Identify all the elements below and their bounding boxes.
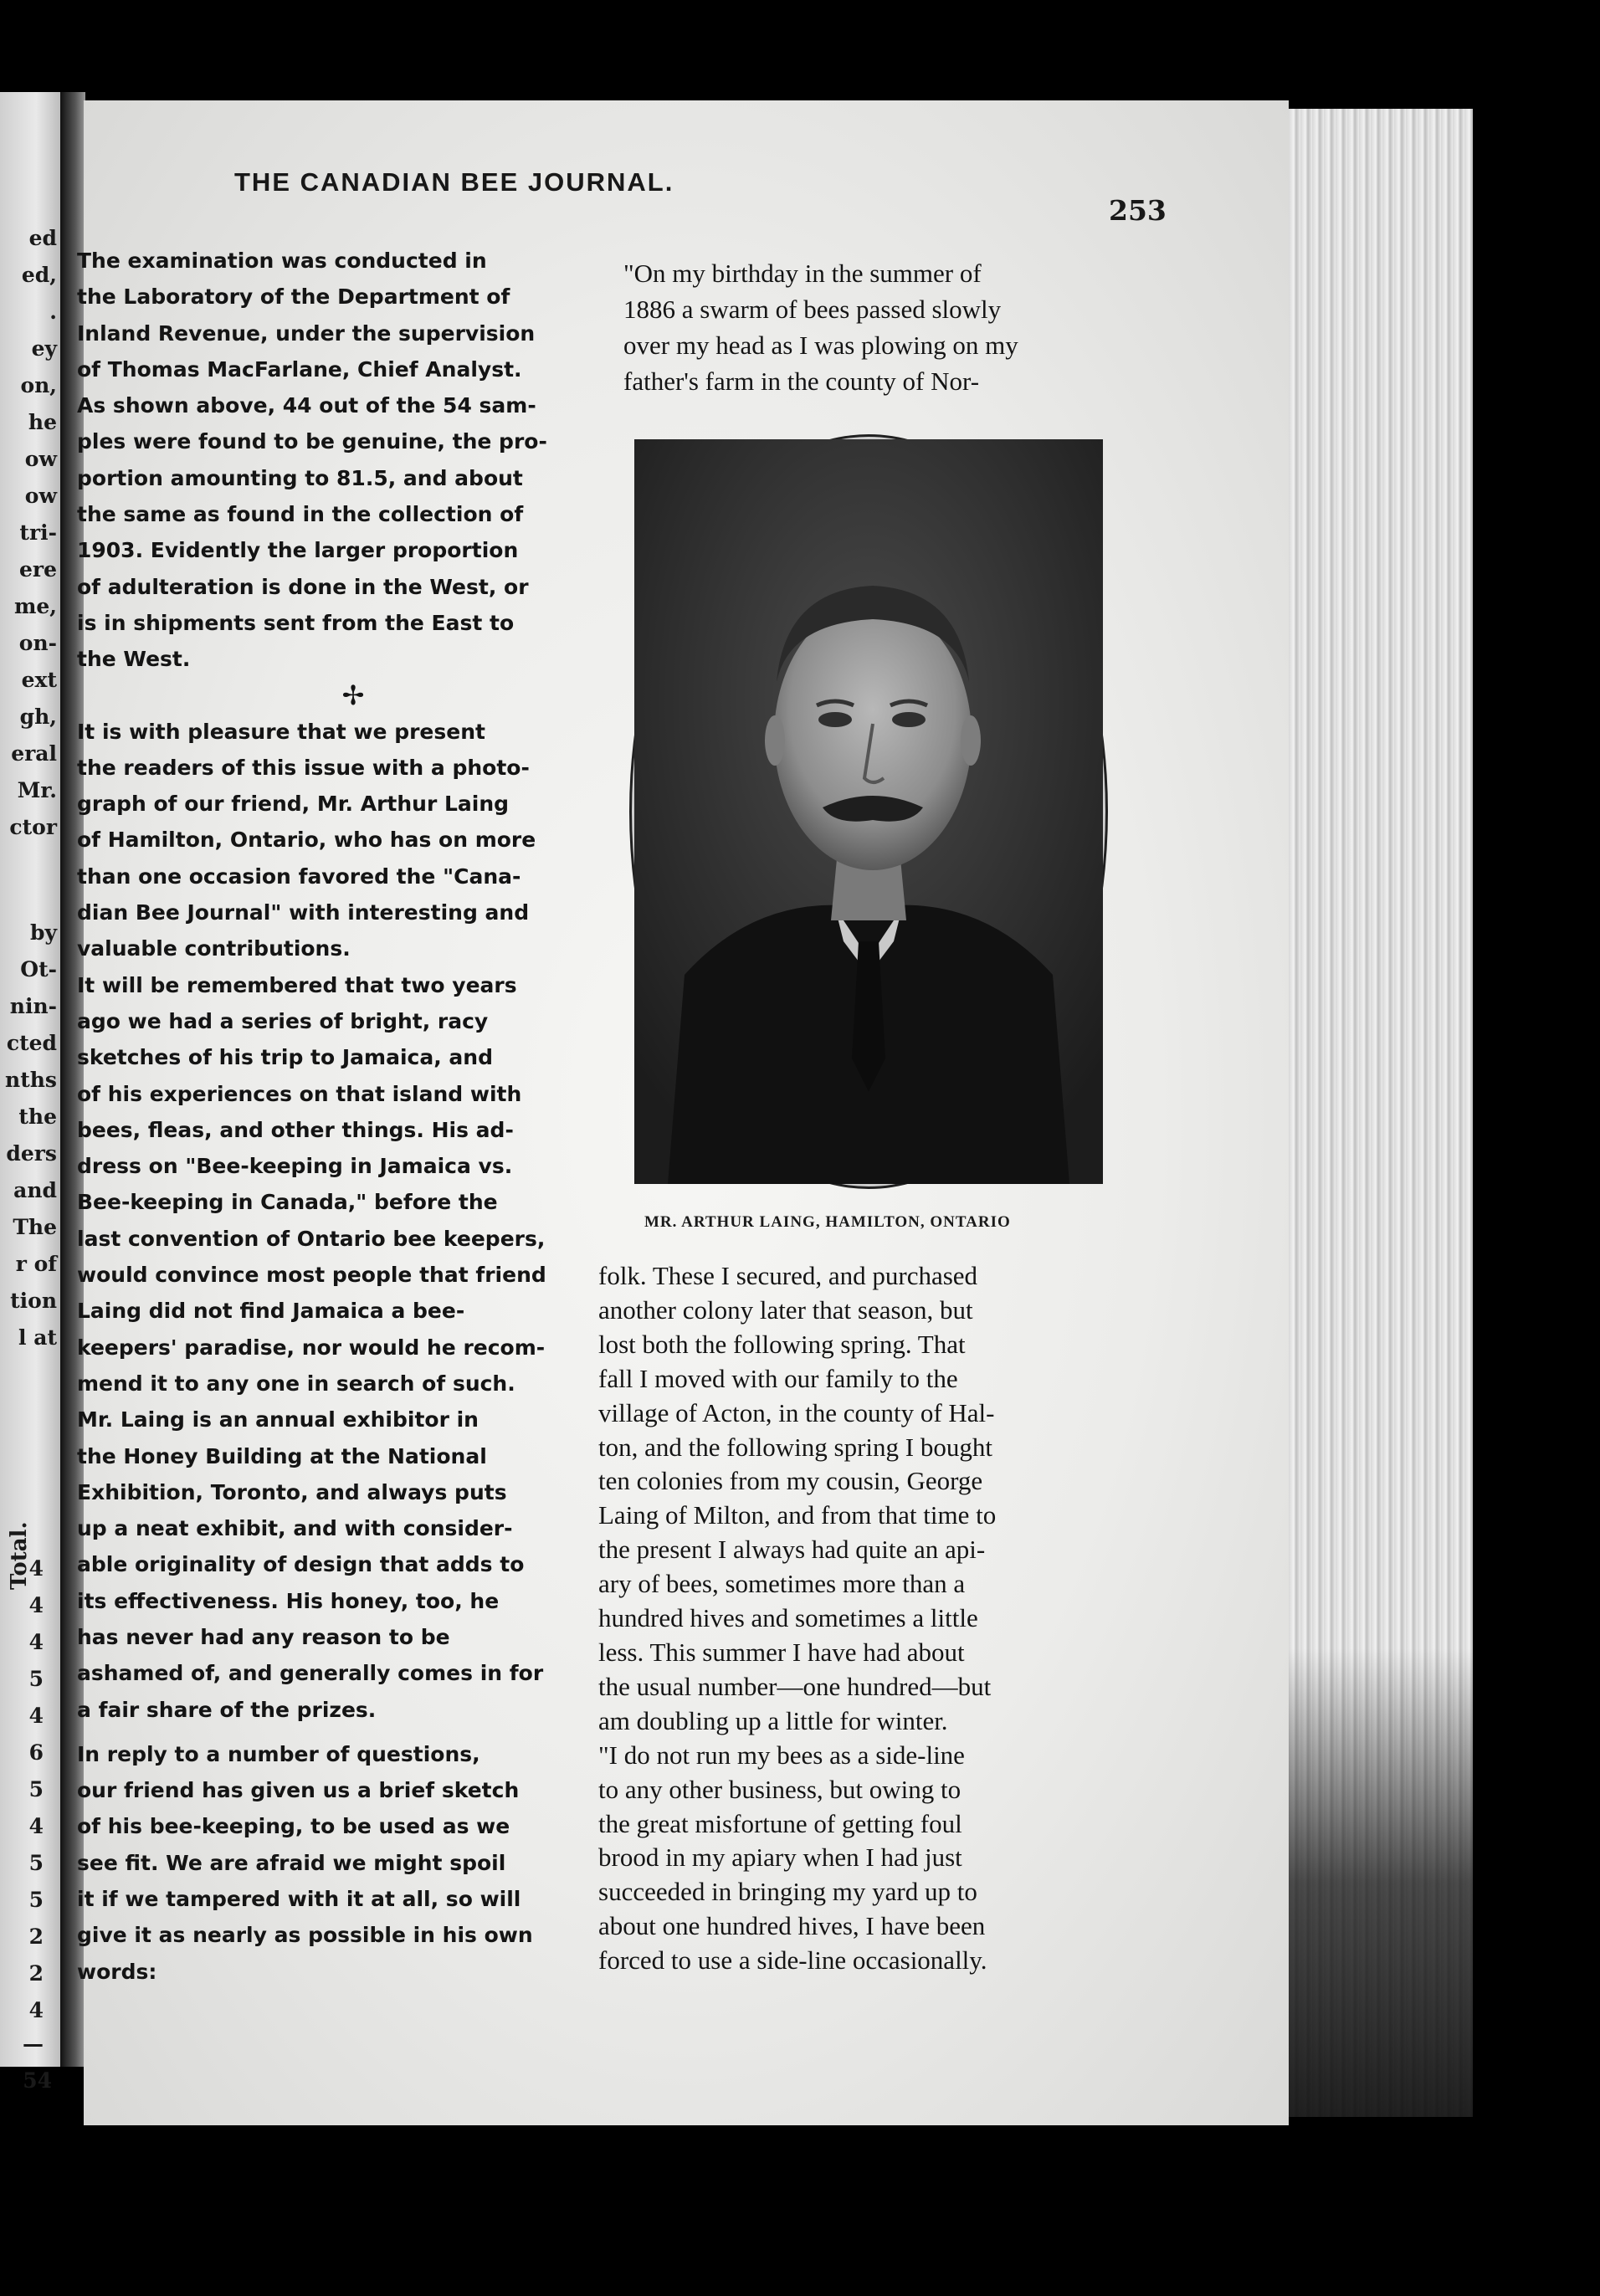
text-line: "I do not run my bees as a side-line	[598, 1740, 965, 1770]
text-line: the Laboratory of the Department of	[77, 284, 510, 310]
text-line: am doubling up a little for winter.	[598, 1705, 948, 1735]
text-line: the West.	[77, 647, 191, 672]
text-line: our friend has given us a brief sketch	[77, 1778, 520, 1803]
text-line: village of Acton, in the county of Hal-	[598, 1397, 995, 1427]
text-line: of Hamilton, Ontario, who has on more	[77, 828, 536, 853]
text-line: over my head as I was plowing on my	[623, 331, 1018, 360]
total-number: 54	[23, 2068, 52, 2093]
text-line: the great misfortune of getting foul	[598, 1808, 962, 1838]
left-fragment: ders	[6, 1141, 57, 1166]
total-number: 5	[28, 1851, 44, 1875]
running-head: THE CANADIAN BEE JOURNAL.	[234, 167, 674, 197]
left-fragment: he	[28, 410, 57, 434]
text-line: Exhibition, Toronto, and always puts	[77, 1479, 507, 1504]
text-line: of adulteration is done in the West, or	[77, 574, 529, 599]
left-fragment: eral	[11, 741, 57, 766]
text-line: less. This summer I have had about	[598, 1637, 965, 1667]
paragraph-photo-intro	[77, 714, 579, 967]
paragraph-exhibitor	[77, 1402, 579, 1728]
text-line: "On my birthday in the summer of	[623, 259, 982, 288]
total-number: 4	[28, 1998, 44, 2022]
text-line: give it as nearly as possible in his own	[77, 1923, 533, 1948]
text-line: Mr. Laing is an annual exhibitor in	[77, 1407, 479, 1432]
left-fragment: cted	[6, 1031, 57, 1055]
text-line: forced to use a side-line occasionally.	[598, 1945, 987, 1976]
left-text-column	[77, 243, 579, 1990]
text-line: has never had any reason to be	[77, 1624, 450, 1649]
text-line: brood in my apiary when I had just	[598, 1842, 962, 1873]
left-fragment: nths	[5, 1068, 57, 1092]
text-line: the usual number—one hundred—but	[598, 1671, 992, 1701]
text-line: succeeded in bringing my yard up to	[598, 1877, 977, 1907]
text-line: ago we had a series of bright, racy	[77, 1008, 489, 1033]
left-fragment: ext	[21, 668, 57, 692]
left-fragment: r of	[15, 1252, 57, 1276]
total-number: 5	[28, 1777, 44, 1801]
text-line: the readers of this issue with a photo-	[77, 755, 530, 780]
left-fragment: the	[18, 1104, 57, 1129]
page-edge-shadow	[1289, 1648, 1473, 2117]
paragraph-jamaica	[77, 967, 579, 1402]
text-line: it if we tampered with it at all, so will	[77, 1887, 521, 1912]
text-line: last convention of Ontario bee keepers,	[77, 1226, 546, 1251]
total-number: 4	[28, 1704, 44, 1728]
text-line: Laing of Milton, and from that time to	[598, 1500, 997, 1530]
text-line: able originality of design that adds to	[77, 1552, 525, 1577]
portrait-photo	[634, 439, 1103, 1184]
text-line: ten colonies from my cousin, George	[598, 1466, 983, 1496]
text-line: of Thomas MacFarlane, Chief Analyst.	[77, 356, 522, 382]
text-line: fall I moved with our family to the	[598, 1363, 958, 1393]
paragraph-adulteration-report	[77, 243, 579, 678]
left-fragment: ey	[31, 336, 57, 361]
left-fragment: on-	[18, 631, 57, 655]
text-line: about one hundred hives, I have been	[598, 1911, 986, 1941]
text-line: hundred hives and sometimes a little	[598, 1603, 978, 1633]
text-line: the present I always had quite an api-	[598, 1535, 986, 1565]
left-page-sliver	[0, 92, 60, 2093]
total-rule: —	[23, 2032, 44, 2056]
total-number: 5	[28, 1888, 44, 1912]
left-fragment: .	[49, 300, 57, 324]
text-line: the same as found in the collection of	[77, 502, 524, 527]
left-fragment: on,	[20, 373, 57, 397]
text-line: to any other business, but owing to	[598, 1774, 962, 1804]
text-line: folk. These I secured, and purchased	[598, 1261, 978, 1290]
text-line: is in shipments sent from the East to	[77, 610, 515, 635]
left-fragment: The	[13, 1215, 57, 1239]
text-line: dian Bee Journal" with interesting and	[77, 900, 530, 925]
right-text-column-top	[623, 255, 1159, 399]
left-fragment: ed	[28, 226, 57, 250]
total-number: 6	[28, 1740, 44, 1765]
total-number: 2	[28, 1924, 44, 1949]
left-fragment: ctor	[9, 815, 57, 839]
text-line: Inland Revenue, under the supervision	[77, 320, 536, 346]
left-fragment: Ot-	[20, 957, 57, 981]
left-fragment: and	[13, 1178, 57, 1202]
text-line: graph of our friend, Mr. Arthur Laing	[77, 792, 510, 817]
text-line: As shown above, 44 out of the 54 sam-	[77, 393, 536, 418]
total-number: 2	[28, 1961, 44, 1986]
left-fragment: tion	[10, 1289, 57, 1313]
total-number: 4	[28, 1556, 44, 1581]
left-fragment: gh,	[19, 705, 57, 729]
left-fragment: nin-	[9, 994, 57, 1018]
paragraph-reply	[77, 1736, 579, 1990]
page-edge-stack	[1289, 109, 1473, 2117]
total-number: 4	[28, 1593, 44, 1617]
text-line: It will be remembered that two years	[77, 972, 517, 997]
left-fragment: ere	[19, 557, 57, 582]
paragraph-gap	[77, 1728, 579, 1736]
left-fragment: tri-	[19, 520, 57, 545]
text-line: would convince most people that friend	[77, 1263, 546, 1288]
text-line: up a neat exhibit, and with consider-	[77, 1516, 513, 1541]
text-line: the Honey Building at the National	[77, 1443, 487, 1468]
left-fragment: by	[29, 920, 57, 945]
text-line: ton, and the following spring I bought	[598, 1432, 992, 1462]
text-line: valuable contributions.	[77, 936, 351, 961]
text-line: a fair share of the prizes.	[77, 1697, 377, 1722]
text-line: 1903. Evidently the larger proportion	[77, 538, 519, 563]
left-fragment: me,	[13, 594, 57, 618]
total-number: 4	[28, 1814, 44, 1838]
text-line: father's farm in the county of Nor-	[623, 366, 980, 396]
text-line: ashamed of, and generally comes in for	[77, 1661, 544, 1686]
text-line: lost both the following spring. That	[598, 1329, 966, 1359]
total-number: 5	[28, 1667, 44, 1691]
portrait-caption: MR. ARTHUR LAING, HAMILTON, ONTARIO	[644, 1213, 1011, 1231]
text-line: words:	[77, 1959, 157, 1984]
portrait-illustration	[634, 439, 1103, 1184]
text-line: ples were found to be genuine, the pro-	[77, 429, 547, 454]
text-line: portion amounting to 81.5, and about	[77, 465, 523, 490]
text-line: than one occasion favored the "Cana-	[77, 864, 521, 889]
text-line: It is with pleasure that we present	[77, 719, 485, 744]
text-line: see fit. We are afraid we might spoil	[77, 1850, 506, 1875]
text-line: of his experiences on that island with	[77, 1081, 522, 1106]
text-line: another colony later that season, but	[598, 1294, 973, 1325]
total-number: 4	[28, 1630, 44, 1654]
text-line: keepers' paradise, nor would he recom-	[77, 1335, 546, 1360]
text-line: The examination was conducted in	[77, 249, 487, 273]
text-line: Laing did not find Jamaica a bee-	[77, 1299, 465, 1324]
left-fragment: l at	[18, 1325, 57, 1350]
text-line: Bee-keeping in Canada," before the	[77, 1190, 498, 1215]
text-line: bees, fleas, and other things. His ad-	[77, 1117, 514, 1142]
page-number: 253	[1109, 194, 1167, 227]
left-fragment: ow	[24, 447, 57, 471]
total-column-label: Total.	[7, 1521, 32, 1590]
text-line: 1886 a swarm of bees passed slowly	[623, 295, 1002, 324]
text-line: of his bee-keeping, to be used as we	[77, 1814, 510, 1839]
left-fragment: ed,	[21, 263, 57, 287]
section-ornament: ✢	[341, 679, 365, 711]
text-line: In reply to a number of questions,	[77, 1741, 480, 1766]
text-line: sketches of his trip to Jamaica, and	[77, 1045, 493, 1070]
text-line: ary of bees, sometimes more than a	[598, 1569, 966, 1599]
left-fragment: Mr.	[17, 778, 57, 802]
text-line: mend it to any one in search of such.	[77, 1371, 515, 1396]
left-fragment: ow	[24, 484, 57, 508]
text-line: its effectiveness. His honey, too, he	[77, 1588, 500, 1613]
right-text-column-bottom	[598, 1259, 1134, 1978]
text-line: dress on "Bee-keeping in Jamaica vs.	[77, 1154, 513, 1179]
